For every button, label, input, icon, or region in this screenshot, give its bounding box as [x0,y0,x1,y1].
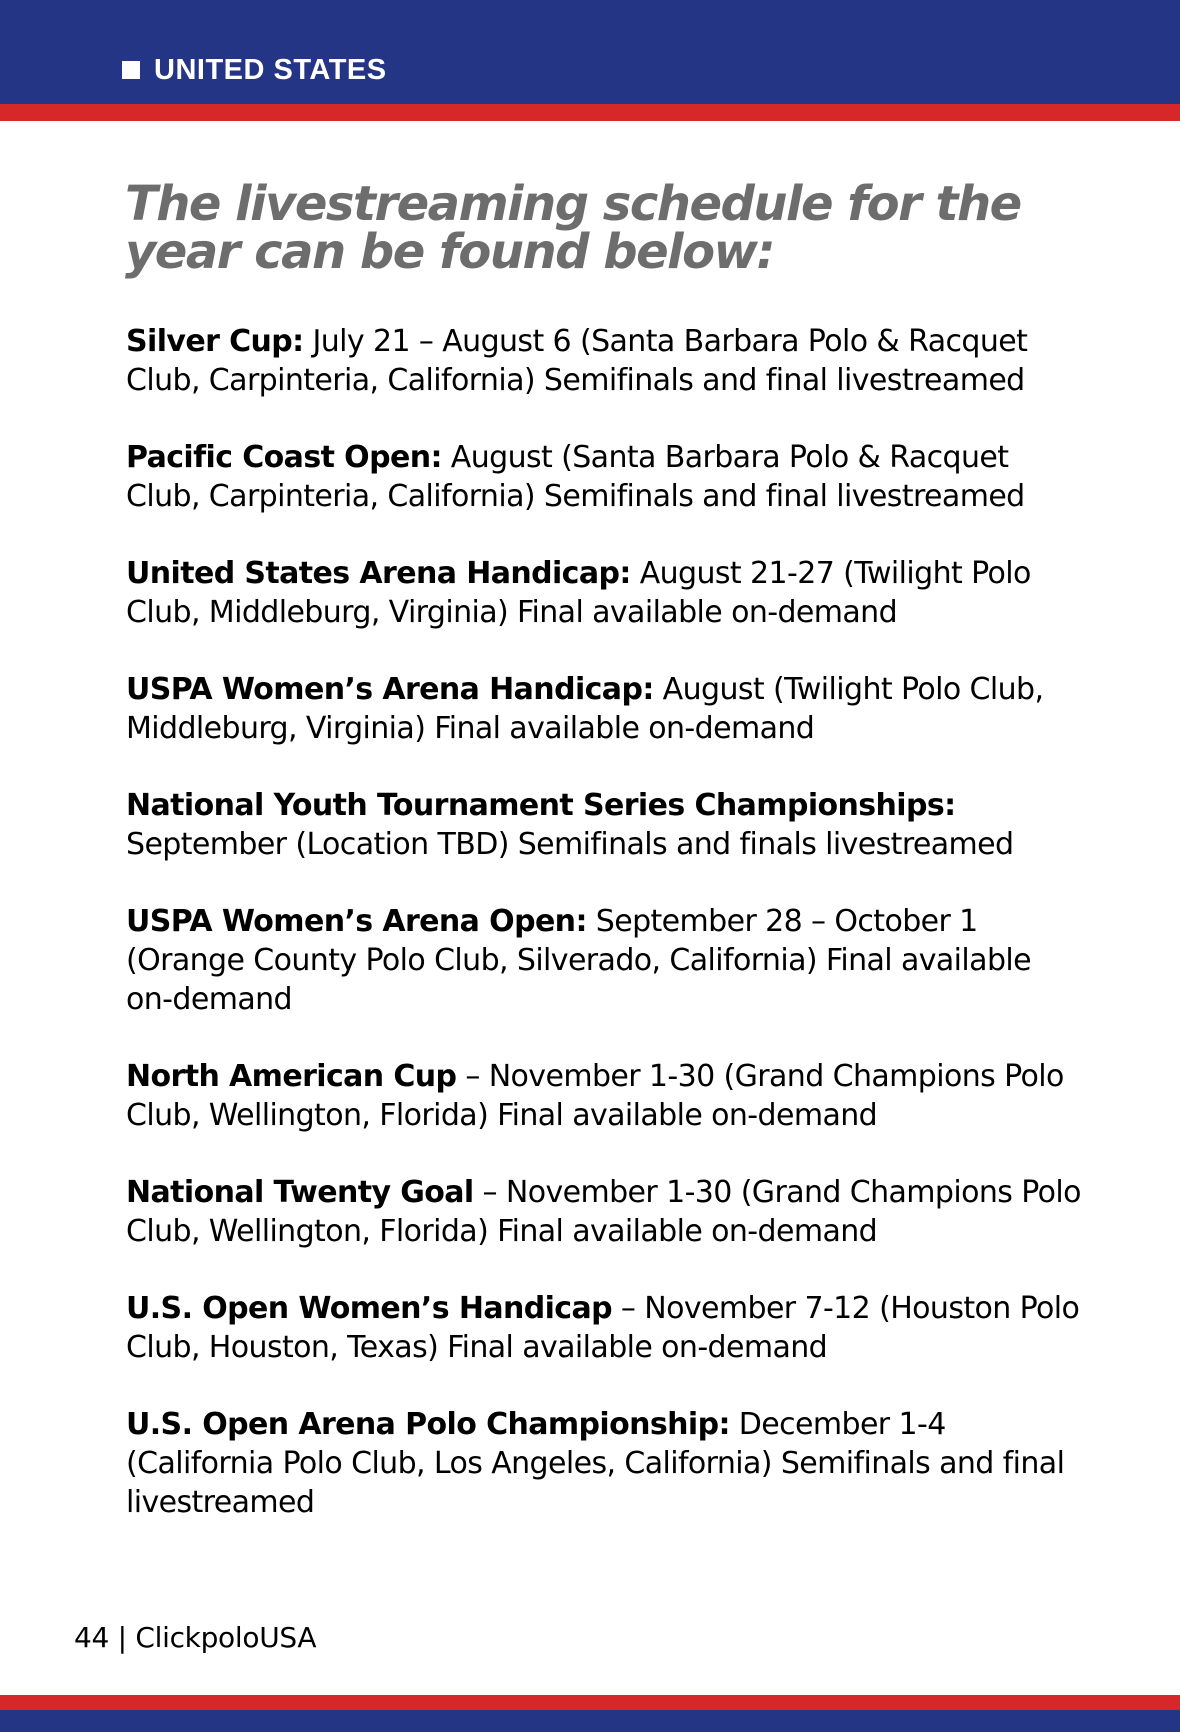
page-heading: The livestreaming schedule for the year can be found below: [125,176,1021,280]
event-title: National Twenty Goal [126,1175,474,1210]
schedule-entry [126,670,1086,748]
square-bullet-icon [122,61,140,79]
event-detail: August 21-27 (Twilight Polo Club, Middleburg, Virginia) Final available on-demand [126,556,1031,630]
event-title: National Youth Tournament Series Championships: [126,788,956,823]
schedule-list [126,322,1086,1560]
schedule-entry [126,1289,1086,1367]
schedule-entry [126,1057,1086,1135]
schedule-entry [126,438,1086,516]
event-title: U.S. Open Arena Polo Championship: [126,1407,730,1442]
event-title: Silver Cup: [126,324,304,359]
event-title: North American Cup [126,1059,457,1094]
event-detail: September 28 – October 1 (Orange County Polo Club, Silverado, California) Final available on-demand [126,904,1031,1017]
event-detail: December 1-4 (California Polo Club, Los Angeles, California) Semifinals and final livestreamed [126,1407,1065,1520]
footer-band [0,1710,1180,1732]
event-detail: September (Location TBD) Semifinals and finals livestreamed [126,827,1014,862]
page-footer: 44 | ClickpoloUSA [74,1621,317,1654]
event-detail: – November 1-30 (Grand Champions Polo Club, Wellington, Florida) Final available on-demand [126,1175,1081,1249]
event-title: USPA Women’s Arena Handicap: [126,672,654,707]
footer-red-stripe [0,1695,1180,1710]
schedule-entry [126,902,1086,1019]
event-detail: August (Twilight Polo Club, Middleburg, Virginia) Final available on-demand [126,672,1044,746]
event-detail: August (Santa Barbara Polo & Racquet Club, Carpinteria, California) Semifinals and final livestreamed [126,440,1025,514]
header-red-stripe [0,104,1180,121]
section-label [122,49,387,91]
event-title: U.S. Open Women’s Handicap [126,1291,612,1326]
event-detail: July 21 – August 6 (Santa Barbara Polo & Racquet Club, Carpinteria, California) Semifinals and final livestreamed [126,324,1028,398]
event-title: United States Arena Handicap: [126,556,631,591]
event-title: Pacific Coast Open: [126,440,442,475]
schedule-entry [126,1405,1086,1522]
event-detail: – November 1-30 (Grand Champions Polo Club, Wellington, Florida) Final available on-demand [126,1059,1064,1133]
section-label-text: UNITED STATES [154,53,387,86]
schedule-entry [126,1173,1086,1251]
event-title: USPA Women’s Arena Open: [126,904,587,939]
event-detail: – November 7-12 (Houston Polo Club, Houston, Texas) Final available on-demand [126,1291,1080,1365]
schedule-entry [126,786,1086,864]
schedule-entry [126,554,1086,632]
schedule-entry [126,322,1086,400]
